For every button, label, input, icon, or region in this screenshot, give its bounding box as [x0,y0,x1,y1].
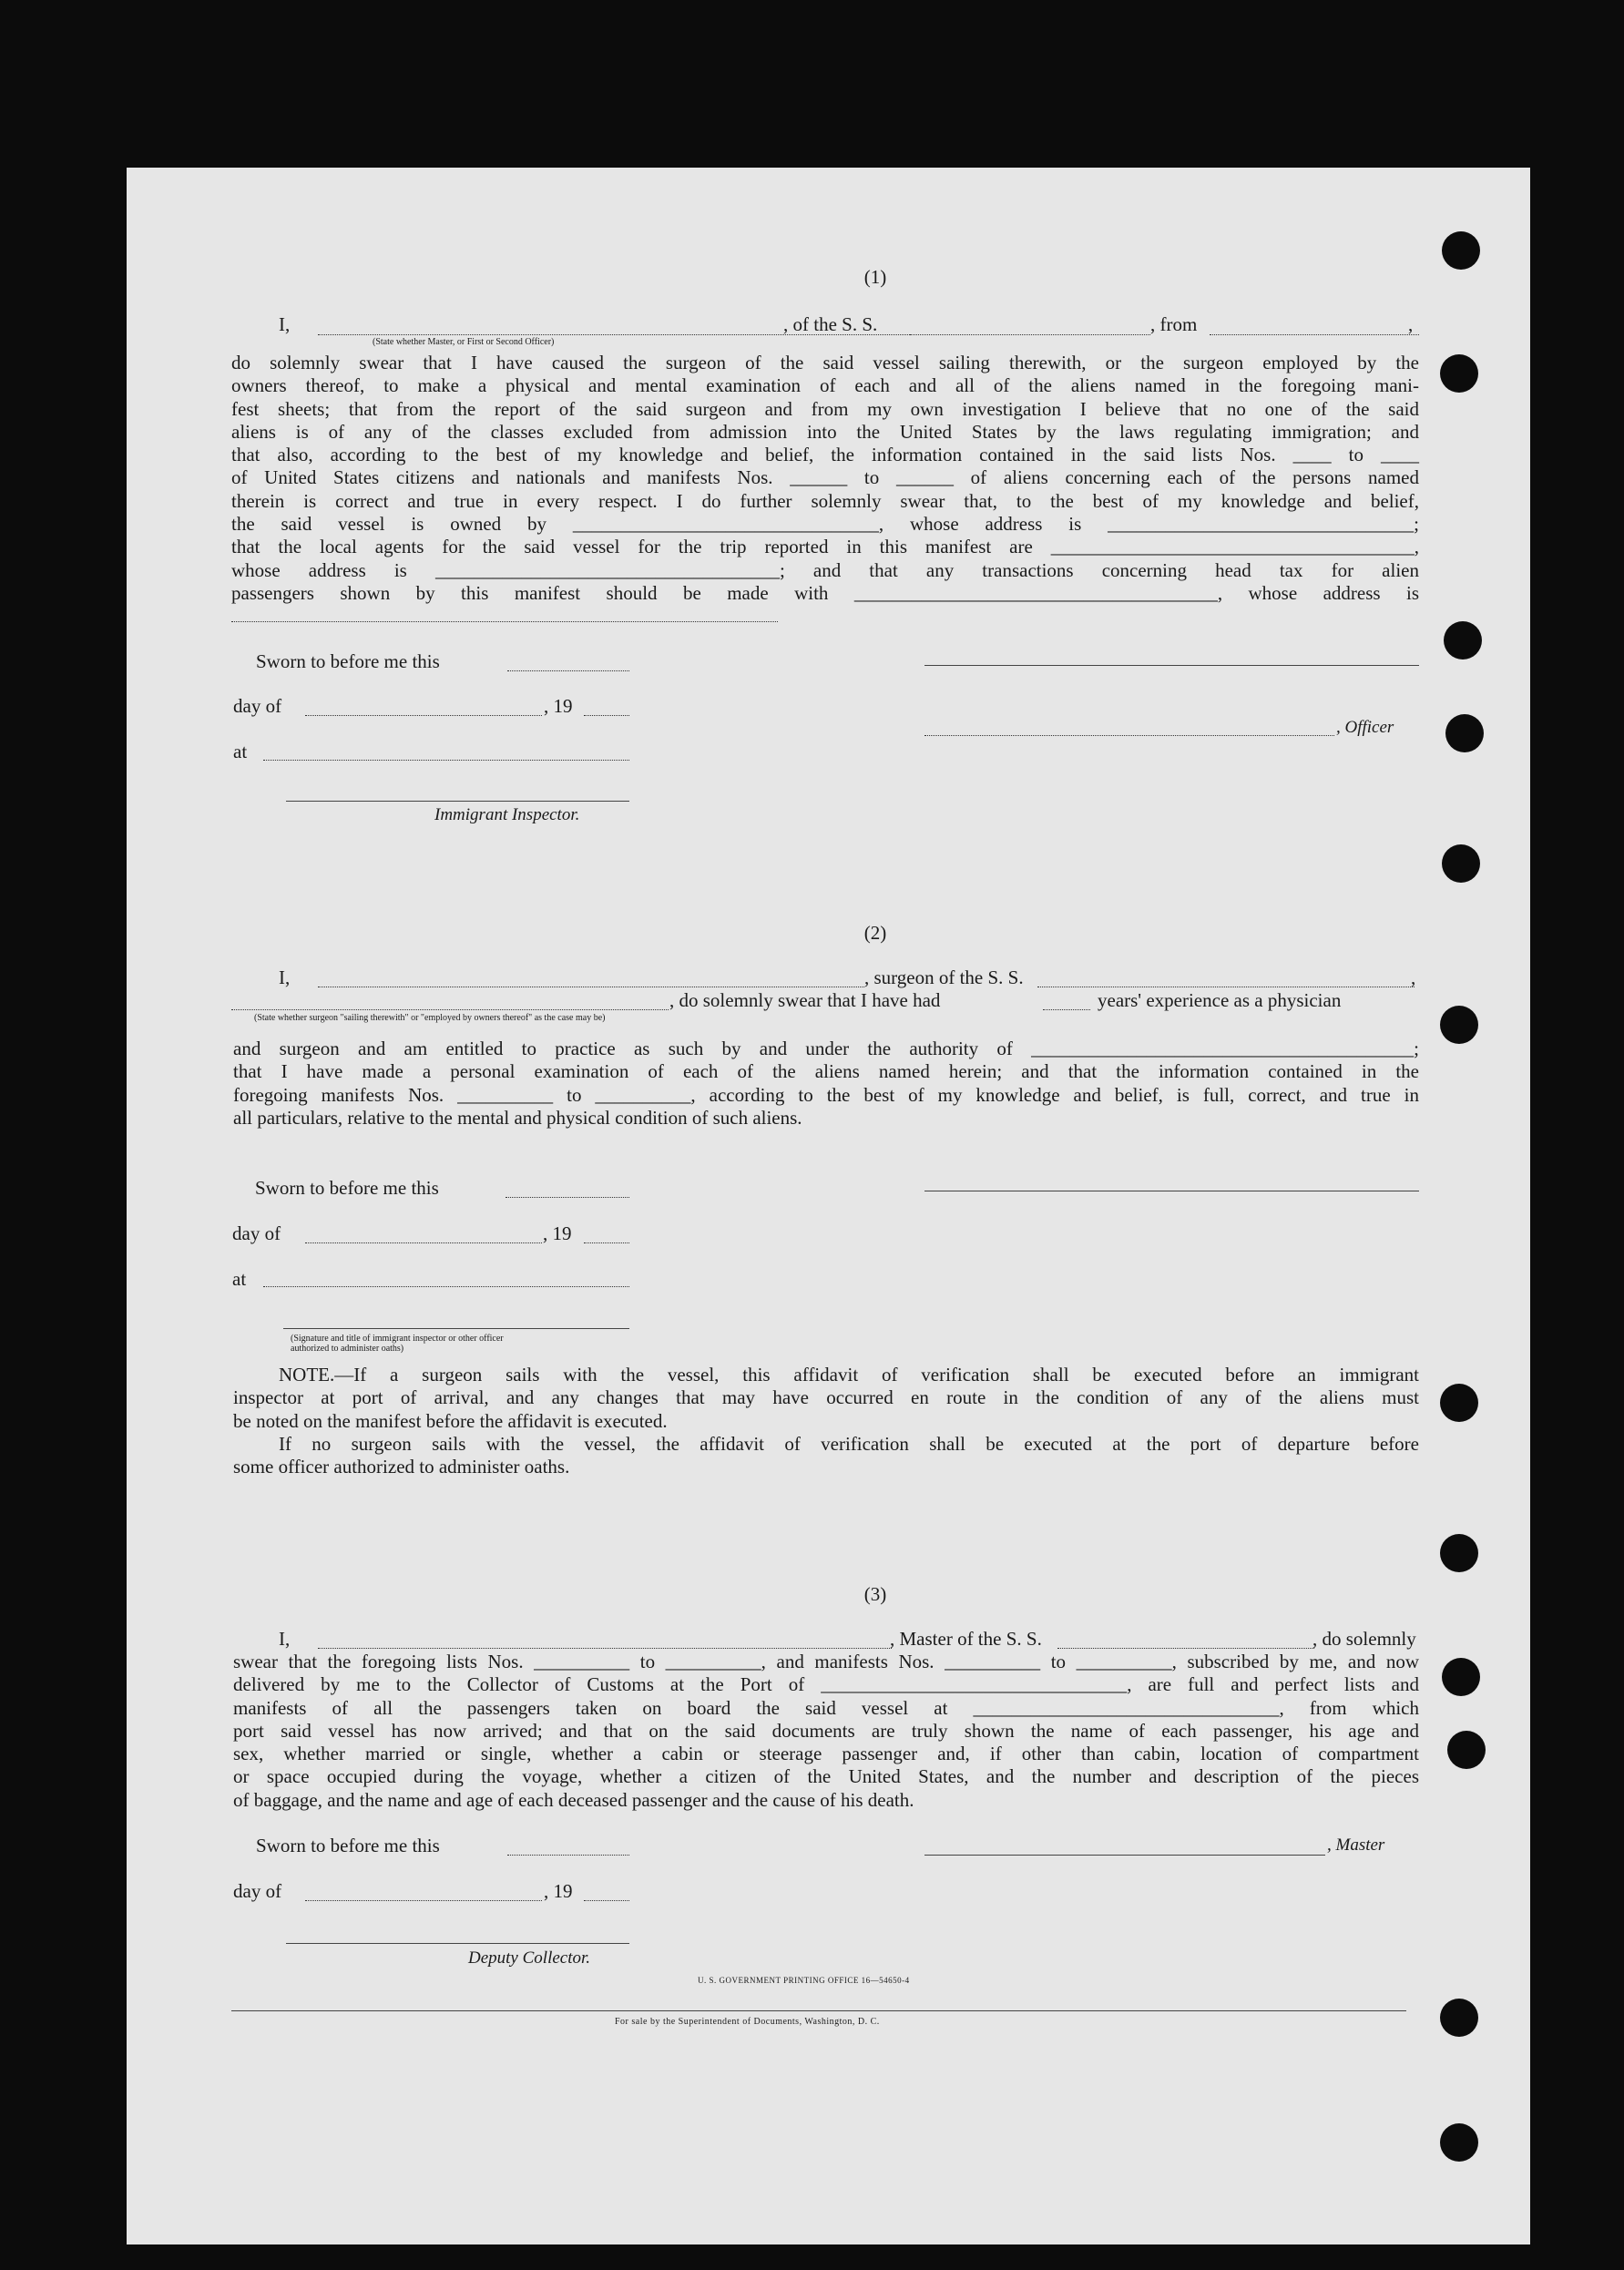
vessel-name-field[interactable] [1057,1648,1314,1649]
master-of-ss-label: , Master of the S. S. [890,1628,1042,1650]
oath-line: all particulars, relative to the mental and physical condition of such aliens. [233,1106,802,1129]
years-experience-label: years' experience as a physician [1098,989,1342,1011]
year-field[interactable] [584,1900,629,1901]
punch-hole [1445,714,1484,752]
section-3-oath-text [233,1651,1419,1812]
oath-pronoun: I, [279,1628,291,1650]
at-label: at [232,1268,247,1290]
years-field[interactable] [1043,1009,1090,1010]
punch-hole [1442,844,1480,883]
year-label: , 19 [544,695,573,717]
oath-line: owners thereof, to make a physical and mental examination of each and all of the aliens named in the foregoing mani- [231,374,1419,397]
oath-line: of baggage, and the name and age of each deceased passenger and the cause of his death. [233,1788,914,1811]
master-name-field[interactable] [318,1648,892,1649]
punch-hole [1447,1731,1486,1769]
master-signature-line[interactable] [924,1855,1325,1856]
place-field[interactable] [263,760,629,761]
oath-line: that the local agents for the said vessel for the trip reported in this manifest are ______________________________________, [231,536,1419,558]
officer-title-line[interactable] [924,735,1334,736]
line-end-comma: , [1411,966,1416,988]
oath-line: sex, whether married or single, whether a cabin or steerage passenger and, if other than cabin, location of compartment [233,1743,1419,1765]
oath-pronoun: I, [279,313,291,335]
oath-line: of United States citizens and nationals and manifests Nos. ______ to ______ of aliens concerning each of the persons named [231,466,1419,489]
sworn-label: Sworn to before me this [256,650,440,672]
collector-label: Deputy Collector. [468,1948,591,1968]
oath-line: delivered by me to the Collector of Customs at the Port of ________________________________, are full and perfect lists and [233,1673,1419,1696]
surgeon-status-caption: (State whether surgeon "sailing therewith" or "employed by owners thereof" as the case may be) [254,1013,606,1023]
from-port-field[interactable] [1210,334,1419,335]
sworn-day-field[interactable] [507,670,629,671]
day-of-label: day of [233,1880,282,1902]
year-label: , 19 [543,1222,572,1244]
section-3-number: (3) [863,1583,887,1605]
punch-hole [1440,2123,1478,2162]
master-label: , Master [1327,1835,1385,1855]
oath-line: fest sheets; that from the report of the said surgeon and from my own investigation I believe that no one of the said [231,397,1419,420]
month-field[interactable] [305,1242,542,1243]
officer-label: , Officer [1336,718,1394,737]
oath-line: port said vessel has now arrived; and that on the said documents are truly shown the name of each passenger, his age and [233,1719,1419,1742]
punch-hole [1444,621,1482,660]
oath-line: manifests of all the passengers taken on board the said vessel at ________________________________, from which [233,1696,1419,1719]
officer-signature-line[interactable] [924,665,1419,666]
note-line: NOTE.—If a surgeon sails with the vessel, this affidavit of verification shall be executed before an immigrant [279,1364,1419,1386]
section-2-oath-text [233,1038,1419,1130]
from-label: , from [1150,313,1198,335]
month-field[interactable] [305,715,542,716]
form-page [127,168,1530,2244]
note-line: If no surgeon sails with the vessel, the affidavit of verification shall be executed at the port of departure before [279,1432,1419,1455]
year-field[interactable] [584,1242,629,1243]
year-field[interactable] [584,715,629,716]
note-line: inspector at port of arrival, and any changes that may have occurred en route in the condition of any of the aliens must [233,1386,1419,1409]
punch-hole [1440,1384,1478,1422]
vessel-name-field[interactable] [910,334,1150,335]
inspector-label: Immigrant Inspector. [434,805,580,824]
collector-signature-line[interactable] [286,1943,629,1944]
punch-hole [1442,1658,1480,1696]
oath-line: swear that the foregoing lists Nos. __________ to __________, and manifests Nos. __________ to __________, subscribed by me, and now [233,1651,1419,1672]
of-the-ss-label: , of the S. S. [783,313,878,335]
month-field[interactable] [305,1900,542,1901]
footer-rule [231,2010,1406,2011]
oath-line: do solemnly swear that I have caused the surgeon of the said vessel sailing therewith, or the surgeon employed by the [231,352,1419,373]
day-of-label: day of [233,695,282,717]
inspector-signature-line[interactable] [286,801,629,802]
oath-line: that also, according to the best of my knowledge and belief, the information contained in the said lists Nos. ____ to ____ [231,444,1419,466]
oath-line: whose address is ____________________________________; and that any transactions concerning head tax for alien [231,558,1419,581]
punch-hole [1440,354,1478,393]
swear-label: , do solemnly swear that I have had [669,989,941,1011]
section-1-oath-text [231,352,1419,605]
address-continuation-field[interactable] [231,621,778,622]
section-1-number: (1) [863,266,887,288]
oath-line: passengers shown by this manifest should be made with ______________________________________, whose address is [231,581,1419,604]
sworn-label: Sworn to before me this [256,1835,440,1856]
surgeon-note [233,1364,1419,1478]
oath-line: or space occupied during the voyage, whether a citizen of the United States, and the number and description of the pieces [233,1765,1419,1788]
surgeon-status-field[interactable] [231,1009,669,1010]
oath-line: that I have made a personal examination of each of the aliens named herein; and that the information contained in the [233,1060,1419,1083]
oath-line: and surgeon and am entitled to practice as such by and under the authority of ________________________________________; [233,1038,1419,1059]
oath-line: aliens is of any of the classes excluded from admission into the United States by the laws regulating immigration; and [231,420,1419,443]
place-field[interactable] [263,1286,629,1287]
note-line: some officer authorized to administer oaths. [233,1456,570,1478]
signature-caption: (Signature and title of immigrant inspector or other officer authorized to administer oaths) [291,1334,504,1354]
sworn-day-field[interactable] [506,1197,629,1198]
gpo-imprint: U. S. GOVERNMENT PRINTING OFFICE 16—54650-4 [698,1976,910,1985]
surgeon-of-ss-label: , surgeon of the S. S. [864,966,1024,988]
oath-line: therein is correct and true in every respect. I do further solemnly swear that, to the best of my knowledge and belief, [231,489,1419,512]
sworn-label: Sworn to before me this [255,1177,439,1199]
line-end-comma: , [1408,313,1414,335]
inspector-signature-line[interactable] [283,1328,629,1329]
sale-notice: For sale by the Superintendent of Documents, Washington, D. C. [615,2017,880,2027]
punch-hole [1440,1534,1478,1572]
year-label: , 19 [544,1880,573,1902]
punch-hole [1440,1999,1478,2037]
officer-rank-caption: (State whether Master, or First or Second Officer) [373,337,555,347]
section-2-number: (2) [863,922,887,944]
at-label: at [233,741,248,762]
oath-line: the said vessel is owned by ________________________________, whose address is ________________________________; [231,513,1419,536]
punch-hole [1442,231,1480,270]
sworn-day-field[interactable] [507,1855,629,1856]
oath-line: foregoing manifests Nos. __________ to __________, according to the best of my knowledge and belief, is full, correct, and true in [233,1083,1419,1106]
day-of-label: day of [232,1222,281,1244]
oath-pronoun: I, [279,966,291,988]
do-solemnly-label: , do solemnly [1312,1628,1416,1650]
punch-hole [1440,1006,1478,1044]
note-line: be noted on the manifest before the affidavit is executed. [233,1409,668,1432]
